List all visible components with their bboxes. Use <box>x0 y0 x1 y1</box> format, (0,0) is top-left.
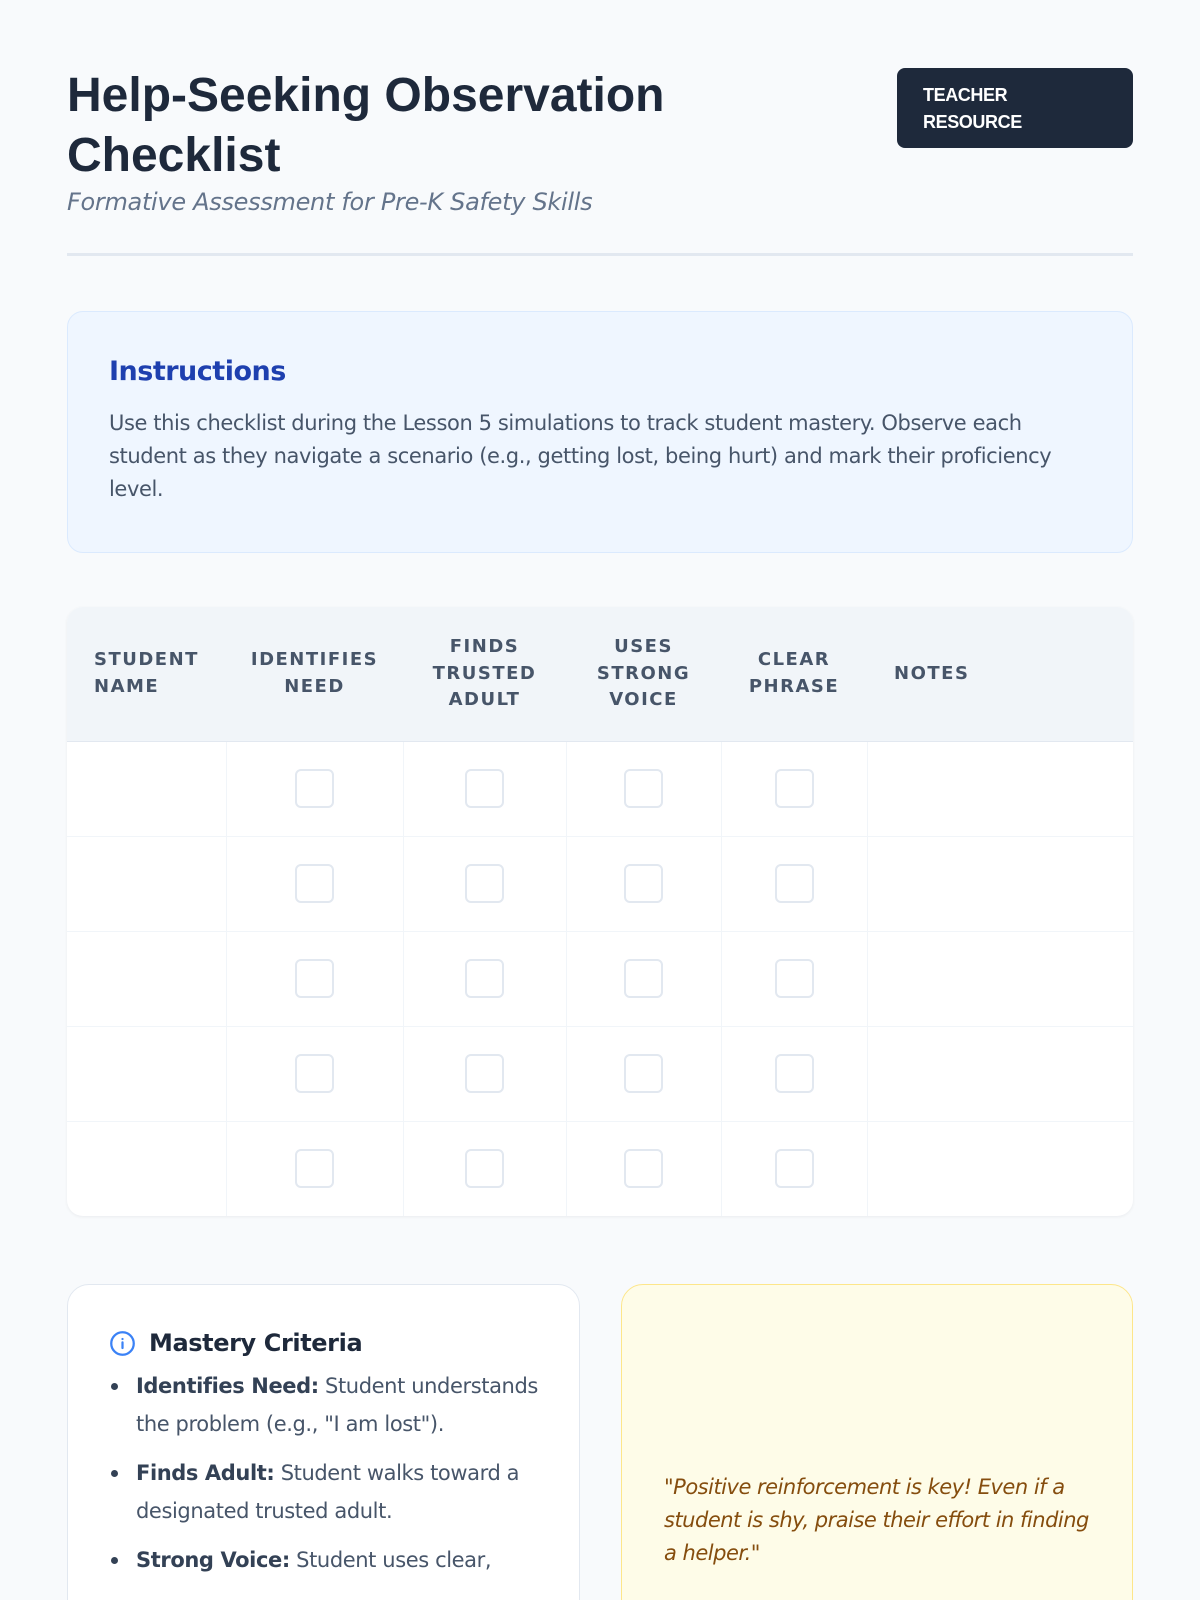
instructions-heading: Instructions <box>109 356 286 387</box>
criteria-item <box>109 1541 538 1579</box>
teacher-resource-badge: TEACHER RESOURCE <box>897 68 1133 148</box>
clear-phrase-cell <box>721 1121 867 1216</box>
table-header-row <box>67 607 1133 741</box>
page-header <box>67 66 1133 216</box>
clear-phrase-cell <box>721 931 867 1026</box>
table-row <box>67 741 1133 836</box>
clear-phrase-cell <box>721 741 867 836</box>
finds-trusted-adult-cell <box>403 1121 566 1216</box>
table-row <box>67 931 1133 1026</box>
clear-phrase-checkbox[interactable] <box>775 769 814 808</box>
instructions-body: Use this checklist during the Lesson 5 simulations to track student mastery. Observe each student as they navigate a scenario (e.g., getting lost, being hurt) and mark their proficiency level. <box>109 411 1052 501</box>
student-name-cell[interactable] <box>67 741 226 836</box>
mastery-criteria-heading <box>109 1329 538 1357</box>
criteria-item <box>109 1367 538 1443</box>
finds-trusted-adult-checkbox[interactable] <box>465 1149 504 1188</box>
column-header-finds-trusted-adult: FINDS TRUSTED ADULT <box>403 607 566 741</box>
student-name-cell[interactable] <box>67 1026 226 1121</box>
uses-strong-voice-checkbox[interactable] <box>624 1149 663 1188</box>
identifies-need-checkbox[interactable] <box>295 1149 334 1188</box>
clear-phrase-checkbox[interactable] <box>775 864 814 903</box>
identifies-need-checkbox[interactable] <box>295 769 334 808</box>
table-row <box>67 1026 1133 1121</box>
criteria-term: Identifies Need: <box>136 1374 319 1398</box>
criteria-item <box>109 1454 538 1530</box>
teacher-tip-card <box>621 1284 1133 1600</box>
header-divider <box>67 253 1133 256</box>
page-title: Help-Seeking Observation Checklist <box>67 69 665 182</box>
student-name-cell[interactable] <box>67 931 226 1026</box>
clear-phrase-cell <box>721 836 867 931</box>
student-name-cell[interactable] <box>67 836 226 931</box>
column-header-identifies-need: IDENTIFIES NEED <box>226 607 403 741</box>
clear-phrase-checkbox[interactable] <box>775 1054 814 1093</box>
column-header-student-name: STUDENT NAME <box>67 607 226 741</box>
observation-table-card <box>67 607 1133 1216</box>
criteria-text: Student understands the problem (e.g., "I am lost"). <box>136 1374 538 1436</box>
clear-phrase-checkbox[interactable] <box>775 1149 814 1188</box>
uses-strong-voice-checkbox[interactable] <box>624 959 663 998</box>
column-header-clear-phrase: CLEAR PHRASE <box>721 607 867 741</box>
notes-cell[interactable] <box>867 1121 1133 1216</box>
student-name-cell[interactable] <box>67 1121 226 1216</box>
uses-strong-voice-cell <box>566 741 721 836</box>
uses-strong-voice-cell <box>566 1026 721 1121</box>
notes-cell[interactable] <box>867 931 1133 1026</box>
finds-trusted-adult-cell <box>403 1026 566 1121</box>
finds-trusted-adult-checkbox[interactable] <box>465 1054 504 1093</box>
uses-strong-voice-cell <box>566 1121 721 1216</box>
identifies-need-cell <box>226 741 403 836</box>
observation-table <box>67 607 1133 1216</box>
info-icon <box>109 1330 136 1357</box>
table-row <box>67 836 1133 931</box>
identifies-need-cell <box>226 1026 403 1121</box>
table-row <box>67 1121 1133 1216</box>
notes-cell[interactable] <box>867 1026 1133 1121</box>
identifies-need-checkbox[interactable] <box>295 1054 334 1093</box>
criteria-text: Student walks toward a designated trusted adult. <box>136 1461 520 1523</box>
column-header-notes: NOTES <box>867 607 1133 741</box>
identifies-need-cell <box>226 931 403 1026</box>
page-subtitle: Formative Assessment for Pre-K Safety Skills <box>67 188 593 216</box>
mastery-criteria-card <box>67 1284 580 1600</box>
finds-trusted-adult-checkbox[interactable] <box>465 864 504 903</box>
column-header-uses-strong-voice: USES STRONG VOICE <box>566 607 721 741</box>
identifies-need-checkbox[interactable] <box>295 959 334 998</box>
identifies-need-cell <box>226 836 403 931</box>
identifies-need-cell <box>226 1121 403 1216</box>
finds-trusted-adult-cell <box>403 836 566 931</box>
criteria-term: Finds Adult: <box>136 1461 275 1485</box>
finds-trusted-adult-checkbox[interactable] <box>465 959 504 998</box>
clear-phrase-checkbox[interactable] <box>775 959 814 998</box>
mastery-criteria-title: Mastery Criteria <box>149 1329 363 1357</box>
finds-trusted-adult-cell <box>403 741 566 836</box>
clear-phrase-cell <box>721 1026 867 1121</box>
criteria-term: Strong Voice: <box>136 1548 290 1572</box>
notes-cell[interactable] <box>867 836 1133 931</box>
criteria-list <box>109 1367 538 1579</box>
notes-cell[interactable] <box>867 741 1133 836</box>
teacher-tip-quote: "Positive reinforcement is key! Even if a student is shy, praise their effort in finding a helper." <box>664 1475 1089 1565</box>
uses-strong-voice-cell <box>566 931 721 1026</box>
instructions-panel <box>67 311 1133 553</box>
finds-trusted-adult-cell <box>403 931 566 1026</box>
uses-strong-voice-checkbox[interactable] <box>624 1054 663 1093</box>
identifies-need-checkbox[interactable] <box>295 864 334 903</box>
uses-strong-voice-checkbox[interactable] <box>624 864 663 903</box>
criteria-text: Student uses clear, <box>296 1548 492 1572</box>
uses-strong-voice-checkbox[interactable] <box>624 769 663 808</box>
uses-strong-voice-cell <box>566 836 721 931</box>
finds-trusted-adult-checkbox[interactable] <box>465 769 504 808</box>
